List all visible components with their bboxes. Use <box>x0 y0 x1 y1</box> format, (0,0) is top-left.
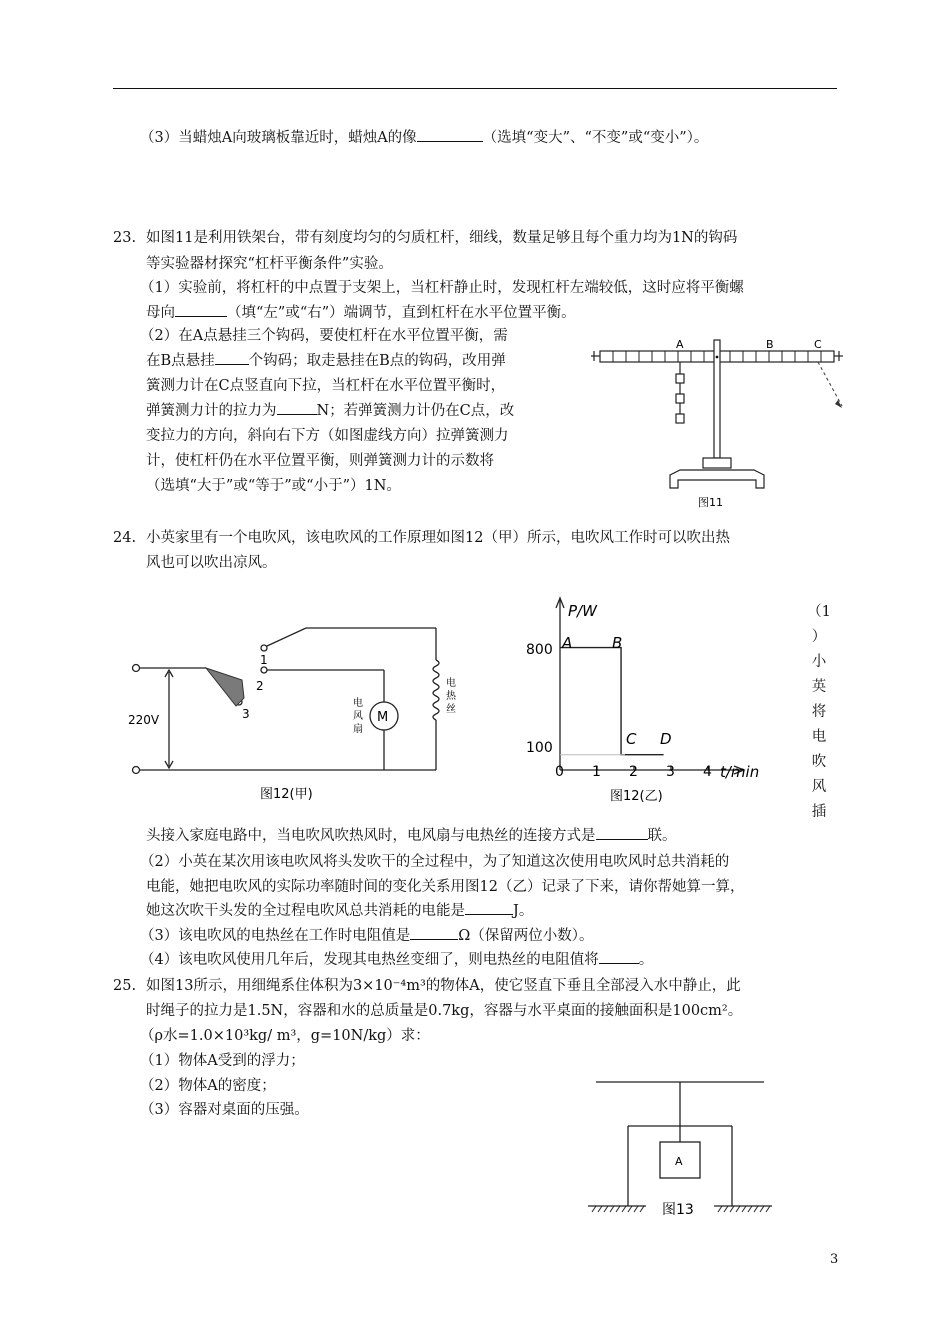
q24-intro-line1: 小英家里有一个电吹风，该电吹风的工作原理如图12（甲）所示，电吹风工作时可以吹出热 <box>146 530 730 546</box>
side-char: 小 <box>811 654 827 670</box>
graph-x4: 4 <box>703 764 712 780</box>
graph-x0: 0 <box>555 764 564 780</box>
q24-intro-line2: 风也可以吹出凉风。 <box>146 555 277 571</box>
q23-intro-line2: 等实验器材探究“杠杆平衡条件”实验。 <box>146 256 393 272</box>
q25-sub3: （3）容器对桌面的压强。 <box>140 1102 309 1118</box>
heater-label-1: 电 <box>446 678 456 689</box>
q25-given: （ρ水=1.0×10³kg/ m³，g=10N/kg）求： <box>140 1028 430 1044</box>
graph-y100: 100 <box>526 740 553 756</box>
q24-part2-line3 <box>146 899 533 923</box>
q24-part2-line2: 电能，她把电吹风的实际功率随时间的变化关系用图12（乙）记录了下来，请你帮她算一算， <box>146 879 745 895</box>
lever-label-c: C <box>814 338 822 351</box>
figure-11-lever <box>588 334 846 512</box>
q23-part2-line3: 簧测力计在C点竖直向下拉，当杠杆在水平位置平衡时， <box>146 378 506 394</box>
q23-part1-line1: （1）实验前，将杠杆的中点置于支架上，当杠杆静止时，发现杠杆左端较低，这时应将平衡螺 <box>140 280 744 296</box>
side-char: 插 <box>811 804 827 820</box>
q23-part2-line4 <box>146 399 514 423</box>
q24-p1-post: 联。 <box>647 828 677 844</box>
q23-part2-line5: 变拉力的方向，斜向右下方（如图虚线方向）拉弹簧测力 <box>146 428 509 444</box>
fan-label-1: 电 <box>353 698 363 709</box>
q24-p4-pre: （4）该电吹风使用几年后，发现其电热丝变细了，则电热丝的电阻值将 <box>140 952 599 968</box>
q24-p4-blank[interactable] <box>599 948 639 964</box>
graph-point-a: A <box>562 634 573 652</box>
q23-intro-line1: 如图11是利用铁架台，带有刻度均匀的匀质杠杆，细线，数量足够且每个重力均为1N的钩码 <box>146 230 738 246</box>
figure-12-jia-caption: 图12(甲) <box>260 787 313 802</box>
side-char: 将 <box>811 704 827 720</box>
q23-p2-blank1[interactable] <box>215 349 249 365</box>
lever-label-b: B <box>766 338 774 351</box>
page-number: 3 <box>830 1252 839 1267</box>
q23-p2-pre: 在B点悬挂 <box>146 353 215 369</box>
q23-part2-line6: 计，使杠杆仍在水平位置平衡，则弹簧测力计的示数将 <box>146 453 494 469</box>
q23-p2d-pre: 弹簧测力计的拉力为 <box>146 403 277 419</box>
q23-p2-blank2[interactable] <box>277 399 317 415</box>
q23-part2-line7: （选填“大于”或“等于”或“小于”）1N。 <box>146 478 401 494</box>
graph-x2: 2 <box>629 764 638 780</box>
figure-12-circuit <box>126 610 462 810</box>
side-char: 吹 <box>811 754 827 770</box>
terminal-3: 3 <box>242 707 250 721</box>
q22-answer-blank[interactable] <box>417 126 483 142</box>
q23-part1-line2 <box>146 301 576 325</box>
q25-sub2: （2）物体A的密度； <box>140 1078 276 1094</box>
lever-label-a: A <box>676 338 684 351</box>
graph-point-b: B <box>612 634 623 652</box>
fan-label-2: 风 <box>353 711 363 722</box>
voltage-label: 220V <box>128 713 160 727</box>
q24-part1 <box>146 824 677 848</box>
figure-12-graph <box>520 592 770 810</box>
q24-p3-post: Ω（保留两位小数）。 <box>458 928 594 944</box>
q24-part4 <box>140 948 653 972</box>
terminal-2: 2 <box>256 679 264 693</box>
side-char: 风 <box>811 779 827 795</box>
q24-part2-line1: （2）小英在某次用该电吹风将头发吹干的全过程中，为了知道这次使用电吹风时总共消耗的 <box>140 854 730 870</box>
q22-options: （选填“变大”、“不变”或“变小”）。 <box>482 130 709 146</box>
q23-p1-blank[interactable] <box>175 301 227 317</box>
figure-11-caption: 图11 <box>698 496 723 509</box>
q23-part2-line1: （2）在A点悬挂三个钩码，要使杠杆在水平位置平衡，需 <box>140 328 508 344</box>
side-char: 电 <box>811 729 827 745</box>
q24-p2-pre: 她这次吹干头发的全过程电吹风总共消耗的电能是 <box>146 903 465 919</box>
q23-number: 23. <box>113 230 137 246</box>
q24-p2-post: J。 <box>513 903 534 919</box>
q25-intro-line1: 如图13所示，用细绳系住体积为3×10⁻⁴m³的物体A，使它竖直下垂且全部浸入水中静止，此 <box>146 978 741 994</box>
q24-p1-pre: 头接入家庭电路中，当电吹风吹热风时，电风扇与电热丝的连接方式是 <box>146 828 596 844</box>
power-curve <box>560 648 664 755</box>
graph-ylabel: P/W <box>568 602 597 620</box>
fan-label-3: 扇 <box>353 724 363 735</box>
q23-part2-line2 <box>146 349 506 373</box>
figure-12-yi-caption: 图12(乙) <box>610 789 663 804</box>
q25-sub1: （1）物体A受到的浮力； <box>140 1053 305 1069</box>
q24-p1-blank[interactable] <box>596 824 648 840</box>
figure-13-container <box>586 1074 776 1224</box>
heater-label-2: 热 <box>446 691 456 702</box>
q23-p2-post: 个钩码；取走悬挂在B点的钩码，改用弹 <box>248 353 506 369</box>
graph-x3: 3 <box>666 764 675 780</box>
q22-part3 <box>140 126 708 150</box>
graph-y800: 800 <box>526 642 553 658</box>
graph-point-d: D <box>660 730 672 748</box>
q22-text: （3）当蜡烛A向玻璃板靠近时，蜡烛A的像 <box>140 130 417 146</box>
q24-part3 <box>140 924 594 948</box>
q24-p3-pre: （3）该电吹风的电热丝在工作时电阻值是 <box>140 928 411 944</box>
motor-label: M <box>377 710 389 725</box>
graph-point-c: C <box>626 730 637 748</box>
q24-number: 24. <box>113 530 137 546</box>
q24-side-text <box>806 600 832 825</box>
q23-p1-post: （填“左”或“右”）端调节，直到杠杆在水平位置平衡。 <box>227 305 576 321</box>
q24-p3-blank[interactable] <box>410 924 458 940</box>
q23-p1-pre: 母向 <box>146 305 175 321</box>
side-char: ） <box>811 629 827 645</box>
header-rule <box>113 88 837 89</box>
figure-13-caption: 图13 <box>662 1202 694 1218</box>
q23-p2d-post: N；若弹簧测力计仍在C点，改 <box>316 403 515 419</box>
side-char: （1 <box>807 604 831 620</box>
q25-number: 25. <box>113 978 137 994</box>
q24-p4-post: 。 <box>638 952 654 968</box>
q24-p2-blank[interactable] <box>465 899 513 915</box>
graph-xlabel: t/min <box>720 763 760 781</box>
graph-x1: 1 <box>592 764 601 780</box>
figure-13-object-label: A <box>675 1155 683 1168</box>
heater-label-3: 丝 <box>446 704 456 715</box>
side-char: 英 <box>811 679 827 695</box>
q25-intro-line2: 时绳子的拉力是1.5N，容器和水的总质量是0.7kg，容器与水平桌面的接触面积是100cm²。 <box>146 1003 743 1019</box>
terminal-1: 1 <box>260 653 268 667</box>
